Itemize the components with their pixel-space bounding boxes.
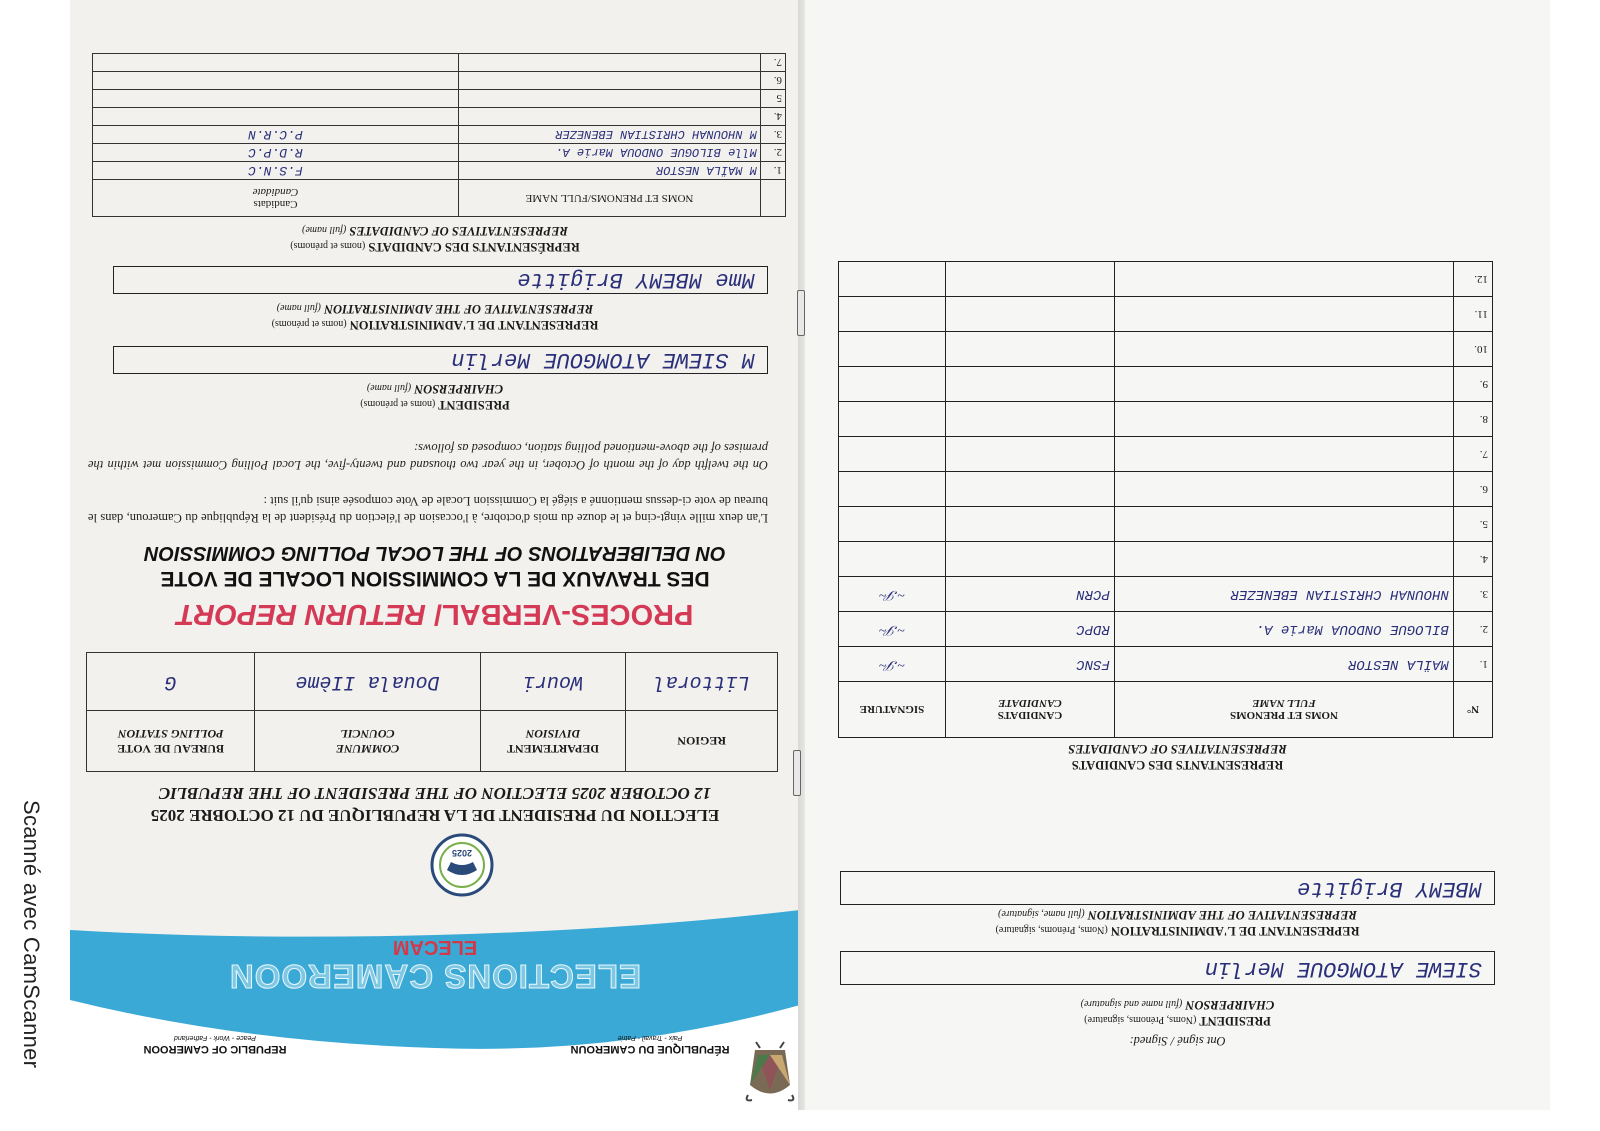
location-table xyxy=(86,652,778,772)
candidate-reps-label-en: REPRESENTATIVES OF CANDIDATES (full name) xyxy=(302,224,568,238)
table-row: 5. xyxy=(839,507,1493,542)
admin-rep-name-field: Mme MBEMY Brigitte xyxy=(113,266,768,294)
svg-text:2025: 2025 xyxy=(451,848,473,858)
binding-clip xyxy=(793,750,801,796)
report-subtitle-fr: DES TRAVAUX DE LA COMMISSION LOCALE DE VOTE xyxy=(160,567,710,590)
signature-mark: ~𝒮~ xyxy=(839,577,946,612)
election-seal-icon xyxy=(429,832,495,898)
table-row: 7. xyxy=(839,437,1493,472)
header-region: REGION xyxy=(626,711,778,772)
table-row: 7. xyxy=(93,54,786,72)
table-row: 2. Mlle BILOGUE ONDOUA Marie A. R.D.P.C xyxy=(93,144,786,162)
header-division: DEPARTEMENT DIVISION xyxy=(480,711,626,772)
polling-station-value: G xyxy=(87,653,255,711)
table-row: 3. NHOUNAH CHRISTIAN EBENEZER PCRN ~𝒮~ xyxy=(839,577,1493,612)
col-full-name: NOMS ET PRENOMS/FULL NAME xyxy=(459,180,761,217)
council-value: Douala IIème xyxy=(255,653,480,711)
table-row: 8. xyxy=(839,402,1493,437)
signature-mark: ~𝒮~ xyxy=(839,612,946,647)
president-signature-field: SIEWE ATOMGOUE Merlin xyxy=(840,951,1495,985)
col-full-name: NOMS ET PRENOMS FULL NAME xyxy=(1115,682,1454,738)
table-row: 9. xyxy=(839,367,1493,402)
coat-of-arms-icon xyxy=(740,1040,800,1110)
candidate-reps-label-en: REPRESENTATIVES OF CANDIDATES xyxy=(1068,742,1287,756)
president-label-en: CHAIRPERSON (full name and signature) xyxy=(1080,998,1275,1012)
admin-rep-signature-field: MBEMY Brigitte xyxy=(840,871,1495,905)
table-row: 2. BILOGUE ONDOUA Marie A. RDPC ~𝒮~ xyxy=(839,612,1493,647)
table-row: 4. xyxy=(93,108,786,126)
table-row: 1. MAÏLA NESTOR FSNC ~𝒮~ xyxy=(839,647,1493,682)
candidate-reps-label-fr: REPRESENTANTS DES CANDIDATS xyxy=(1071,758,1284,772)
admin-rep-label-fr: REPRESENTANT DE L'ADMINISTRATION (Noms, Prénoms, signature) xyxy=(995,924,1360,938)
table-row: 4. xyxy=(839,542,1493,577)
col-number: N° xyxy=(1454,682,1493,738)
election-title-fr: ELECTION DU PRESIDENT DE LA REPUBLIQUE DU 12 OCTOBRE 2025 xyxy=(150,806,720,825)
president-label-fr: PRESIDENT (Noms, Prénoms, signature) xyxy=(1084,1014,1271,1028)
scanner-margin xyxy=(0,0,70,1131)
admin-rep-label-en: REPRESENTATIVE OF THE ADMINISTRATION (full name, signature) xyxy=(998,908,1357,922)
header-polling-station: BUREAU DE VOTE POLLING STATION xyxy=(87,711,255,772)
signature-mark: ~𝒮~ xyxy=(839,647,946,682)
table-row: 3. M NHOUNAH CHRISTIAN EBENEZER P.C.R.N xyxy=(93,126,786,144)
table-row: 6. xyxy=(839,472,1493,507)
president-label-fr: PRESIDENT (noms et prénoms) xyxy=(360,398,510,412)
candidate-signatures-table xyxy=(838,261,1493,738)
division-value: Wouri xyxy=(480,653,626,711)
region-value: Littoral xyxy=(626,653,778,711)
col-candidate: CANDIDATS CANDIDATE xyxy=(946,682,1115,738)
col-candidate: Candidats Candidate xyxy=(93,180,459,217)
candidate-reps-label-fr: REPRÉSENTANTS DES CANDIDATS (noms et prénoms) xyxy=(290,240,580,254)
admin-rep-label-en: REPRESENTATIVE OF THE ADMINISTRATION (full name) xyxy=(276,302,594,316)
signed-label: Ont signé / Signed: xyxy=(1129,1034,1226,1048)
table-row: 1. M MAÏLA NESTOR F.S.N.C xyxy=(93,162,786,180)
president-label-en: CHAIRPERSON (full name) xyxy=(366,382,504,396)
binding-clip xyxy=(797,290,805,336)
table-row: 11. xyxy=(839,297,1493,332)
col-signature: SIGNATURE xyxy=(839,682,946,738)
republic-fr: RÉPUBLIQUE DU CAMEROUN Paix - Travail - Patrie xyxy=(570,1034,730,1055)
header-council: COMMUNE COUNCIL xyxy=(255,711,480,772)
scanner-watermark: Scanné avec CamScanner xyxy=(19,800,44,1069)
candidate-reps-table xyxy=(92,53,786,217)
admin-rep-label-fr: REPRESENTANT DE L'ADMINISTRATION (noms et prénoms) xyxy=(271,318,599,332)
table-row: 12. xyxy=(839,262,1493,297)
brand-title: ELECTIONS CAMEROON xyxy=(228,958,642,995)
report-subtitle-en: ON DELIBERATIONS OF THE LOCAL POLLING COMMISSION xyxy=(144,542,726,564)
president-name-field: M SIEWE ATOMGOUE Merlin xyxy=(113,346,768,374)
republic-en: REPUBLIC OF CAMEROON Peace - Work - Fatherland xyxy=(143,1034,287,1055)
brand-acronym: ELECAM xyxy=(392,936,478,958)
report-title: PROCES-VERBAL/ RETURN REPORT xyxy=(176,598,694,630)
election-title-en: 12 OCTOBER 2025 ELECTION OF THE PRESIDENT OF THE REPUBLIC xyxy=(158,784,712,803)
table-row: 10. xyxy=(839,332,1493,367)
table-row: 5 xyxy=(93,90,786,108)
left-page xyxy=(70,0,800,1110)
right-page xyxy=(805,0,1550,1110)
intro-paragraph-fr: L'an deux mille vingt-cinq et le douze du mois d'octobre, à l'occasion de l'élection du Président de la République du Cameroun, dans le bureau de vote ci-dessus mentionné a siégé la Commission Locale de Vote composée ainsi qu'il suit : xyxy=(88,494,768,525)
intro-paragraph-en: On the twelfth day of the month of October, in the year two thousand and twenty-five, the Local Polling Commission met within the premises of the above-mentioned polling station, composed as follows: xyxy=(88,441,768,472)
elecam-header xyxy=(70,910,800,1110)
table-row: 6. xyxy=(93,72,786,90)
